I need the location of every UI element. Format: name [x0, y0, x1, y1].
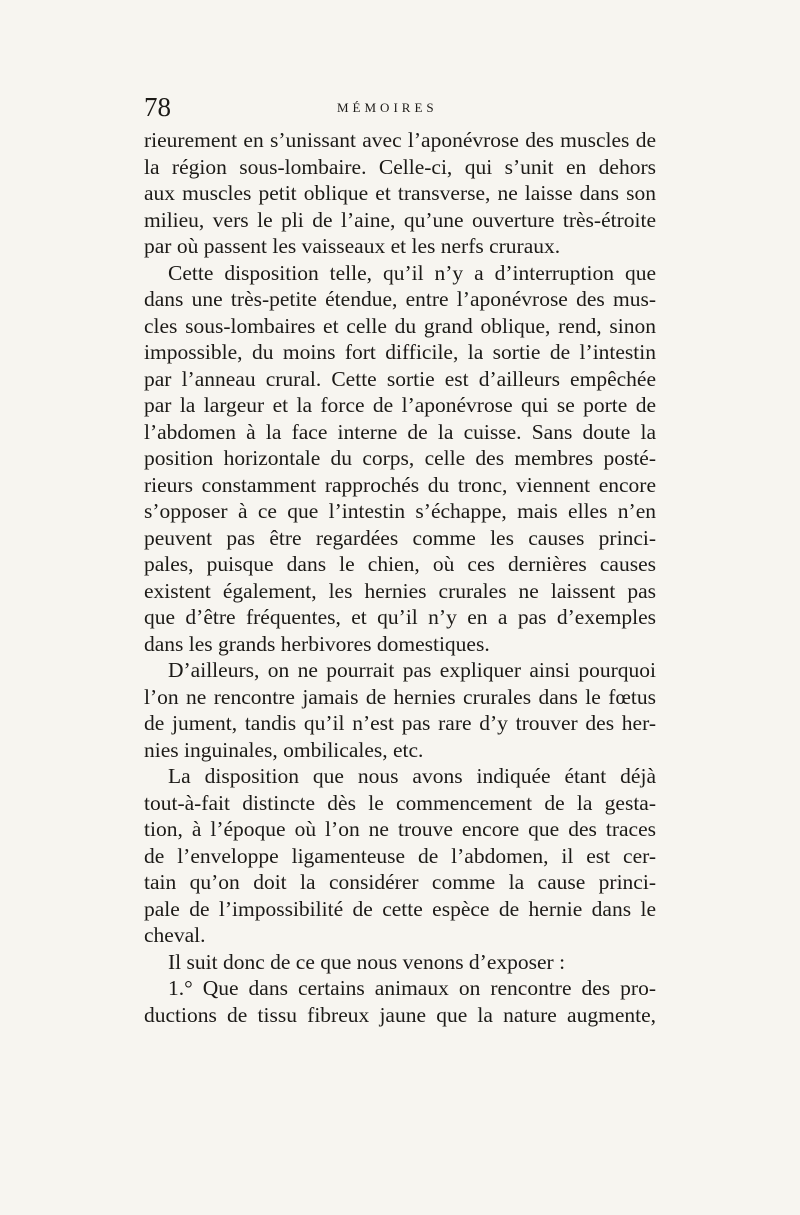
paragraph-start-line: Il suit donc de ce que nous venons d’exposer :	[168, 949, 566, 974]
text-line: milieu, vers le pli de l’aine, qu’une ouverture très-étroite	[144, 207, 656, 232]
text-line: cheval.	[144, 923, 206, 947]
text-line: nies inguinales, ombilicales, etc.	[144, 737, 424, 762]
text-line: de jument, tandis qu’il n’est pas rare d’y trouver des her-	[144, 711, 656, 735]
text-line: ductions de tissu fibreux jaune que la nature augmente,	[144, 1002, 656, 1027]
text-line: existent également, les hernies crurales ne laissent pas	[144, 578, 656, 603]
text-line: dans une très-petite étendue, entre l’aponévrose des mus-	[144, 287, 656, 311]
text-line: rieurement en s’unissant avec l’aponévrose des muscles de	[144, 128, 656, 152]
text-line: l’on ne rencontre jamais de hernies crurales dans le fœtus	[144, 684, 656, 709]
paragraph-start-line: D’ailleurs, on ne pourrait pas expliquer ainsi pourquoi	[168, 658, 656, 682]
text-line: pales, puisque dans le chien, où ces dernières causes	[144, 552, 656, 576]
paragraph-start-line: Cette disposition telle, qu’il n’y a d’interruption que	[168, 260, 656, 285]
paragraph-start-line: 1.° Que dans certains animaux on rencontre des pro-	[168, 976, 656, 1000]
text-line: pale de l’impossibilité de cette espèce de hernie dans le	[144, 896, 656, 921]
text-line: s’opposer à ce que l’intestin s’échappe, mais elles n’en	[144, 499, 656, 523]
text-line: l’abdomen à la face interne de la cuisse. Sans doute la	[144, 419, 656, 444]
text-line: peuvent pas être regardées comme les causes princi-	[144, 525, 656, 550]
text-line: de l’enveloppe ligamenteuse de l’abdomen, il est cer-	[144, 843, 656, 868]
text-line: dans les grands herbivores domestiques.	[144, 631, 490, 656]
text-line: par la largeur et la force de l’aponévrose qui se porte de	[144, 393, 656, 417]
text-line: par l’anneau crural. Cette sortie est d’ailleurs empêchée	[144, 366, 656, 391]
text-line: tout-à-fait distincte dès le commencement de la gesta-	[144, 790, 656, 815]
body-text	[144, 127, 656, 1028]
text-line: tain qu’on doit la considérer comme la cause princi-	[144, 870, 656, 894]
text-line: position horizontale du corps, celle des membres posté-	[144, 446, 656, 470]
text-line: par où passent les vaisseaux et les nerfs cruraux.	[144, 234, 561, 258]
running-head	[144, 92, 664, 122]
text-line: la région sous-lombaire. Celle-ci, qui s’unit en dehors	[144, 154, 656, 179]
text-line: que d’être fréquentes, et qu’il n’y en a pas d’exemples	[144, 605, 656, 629]
text-line: rieurs constamment rapprochés du tronc, viennent encore	[144, 472, 656, 497]
text-line: impossible, du moins fort difficile, la sortie de l’intestin	[144, 340, 656, 364]
text-line: tion, à l’époque où l’on ne trouve encore que des traces	[144, 817, 656, 841]
page-number: 78	[144, 92, 171, 122]
text-line: aux muscles petit oblique et transverse, ne laisse dans son	[144, 181, 656, 205]
running-title: MÉMOIRES	[337, 100, 438, 115]
paragraph-start-line: La disposition que nous avons indiquée étant déjà	[168, 764, 656, 788]
text-line: cles sous-lombaires et celle du grand oblique, rend, sinon	[144, 313, 656, 338]
